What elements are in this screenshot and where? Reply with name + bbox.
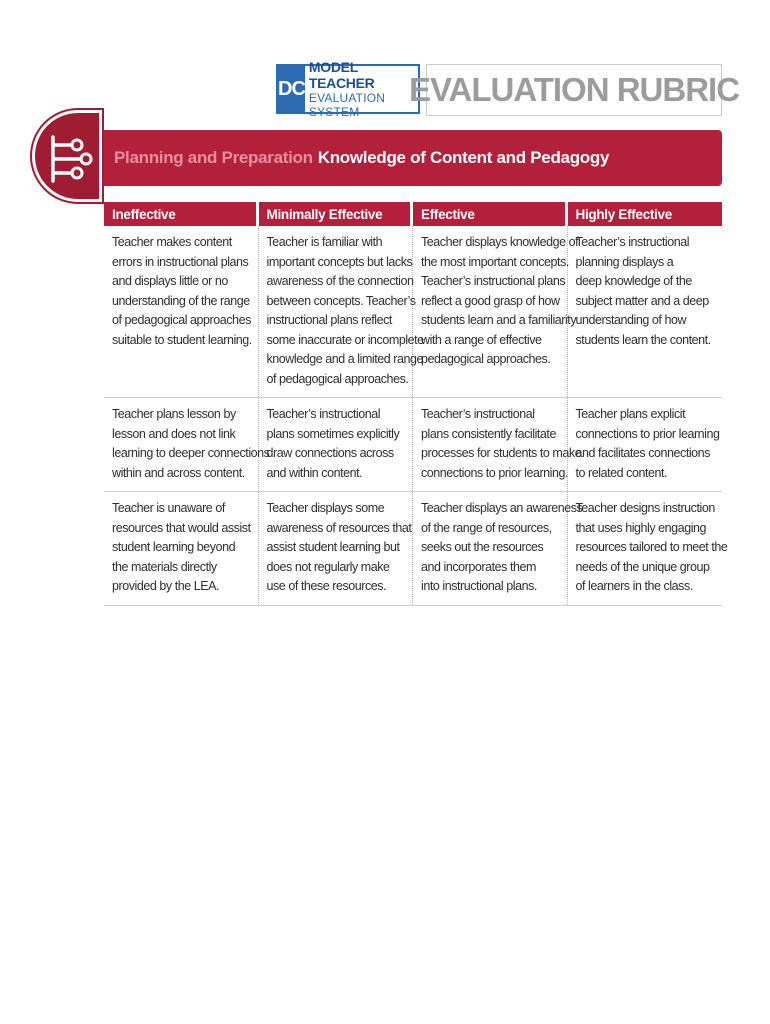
header-ineffective: Ineffective [104,202,259,226]
cell-text-line: connections to prior learning [575,426,720,441]
network-nodes-icon [43,131,93,187]
cell-text-line: with a range of effective [421,332,542,347]
document-title-box [408,64,740,116]
rubric-cell-highly-effective [568,492,728,605]
logo-text [305,59,418,119]
cell-text-line: Teacher’s instructional [421,407,535,421]
dc-logo [276,59,420,119]
header-minimally-effective: Minimally Effective [259,202,414,226]
cell-text-line: connections to prior learning. [421,465,569,480]
cell-text-line: and displays little or no [112,274,228,288]
banner-domain: Planning and Preparation [114,148,313,167]
rubric-row [104,492,728,606]
cell-text-line: assist student learning but [266,540,400,554]
cell-text-line: needs of the unique group [575,559,710,574]
header-highly-effective: Highly Effective [568,202,723,226]
cell-text-line: seeks out the resources [421,540,544,554]
cell-text-line: plans consistently facilitate [421,426,556,441]
cell-text-line: of learners in the class. [575,579,693,593]
cell-text-line: Teacher displays knowledge of [421,235,579,249]
rubric-cell-ineffective [104,398,270,491]
cell-text-line: and within content. [266,465,363,480]
cell-text-line: instructional plans reflect [266,313,392,327]
rubric-table [104,202,728,606]
cell-text-line: Teacher displays some [266,501,385,515]
logo-line1: MODEL TEACHER [308,59,375,91]
rubric-cell-minimally-effective [259,226,424,397]
cell-text-line: understanding of how [575,313,687,327]
cell-text-line: resources that would assist [112,520,251,535]
cell-text-line: deep knowledge of the [575,274,692,288]
rubric-row [104,398,722,492]
cell-text-line: student learning beyond [112,540,236,554]
cell-text-line: use of these resources. [266,579,387,593]
cell-text-line: Teacher’s instructional plans [421,274,566,288]
cell-text-line: into instructional plans. [421,579,537,593]
section-emblem [32,110,102,202]
rubric-cell-ineffective [104,226,259,397]
rubric-row [104,226,722,398]
rubric-header-row [104,202,722,226]
cell-text-line: subject matter and a deep [575,293,709,308]
rubric-cell-ineffective [104,492,259,605]
cell-text-line: Teacher plans explicit [575,407,686,421]
cell-text-line: that uses highly engaging [575,520,707,535]
cell-text-line: Teacher plans lesson by [112,407,236,421]
cell-text-line: Teacher displays an awareness [421,501,583,515]
cell-text-line: knowledge and a limited range [266,352,424,366]
cell-text-line: draw connections across [266,446,394,460]
rubric-cell-highly-effective [568,398,723,491]
rubric-cell-effective [413,492,583,605]
logo-abbr: DC [278,66,305,112]
cell-text-line: learning to deeper connections [112,446,270,460]
cell-text-line: awareness of resources that [266,520,412,535]
cell-text-line: and facilitates connections [575,446,710,460]
rubric-cell-highly-effective [568,226,723,397]
cell-text-line: between concepts. Teacher’s [266,293,416,308]
rubric-body [104,226,728,606]
cell-text-line: errors in instructional plans [112,254,249,269]
cell-text-line: Teacher makes content [112,235,232,249]
cell-text-line: lesson and does not link [112,426,236,441]
cell-text-line: to related content. [575,465,668,480]
cell-text-line: processes for students to make [421,446,582,460]
cell-text-line: Teacher’s instructional [266,407,381,421]
cell-text-line: students learn the content. [575,332,711,347]
cell-text-line: of the range of resources, [421,520,552,535]
cell-text-line: within and across content. [112,465,245,480]
logo-box [276,59,420,119]
cell-text-line: Teacher’s instructional [575,235,690,249]
standard-banner [104,130,722,186]
cell-text-line: does not regularly make [266,559,390,574]
rubric-cell-minimally-effective [259,398,414,491]
cell-text-line: reflect a good grasp of how [421,293,560,308]
cell-text-line: Teacher designs instruction [575,501,715,515]
header-effective: Effective [413,202,568,226]
cell-text-line: resources tailored to meet the [575,540,728,554]
rubric-cell-effective [413,226,579,397]
cell-text-line: important concepts but lacks [266,254,413,269]
cell-text-line: and incorporates them [421,559,536,574]
document-title: EVALUATION RUBRIC [408,71,740,108]
banner-standard: Knowledge of Content and Pedagogy [317,148,610,167]
cell-text-line: Teacher is familiar with [266,235,383,249]
cell-text-line: provided by the LEA. [112,579,220,593]
cell-text-line: the materials directly [112,559,217,574]
logo-line2: EVALUATION SYSTEM [308,91,386,119]
cell-text-line: pedagogical approaches. [421,352,551,366]
cell-text-line: of pedagogical approaches. [266,371,409,386]
cell-text-line: Teacher is unaware of [112,501,225,515]
cell-text-line: plans sometimes explicitly [266,426,400,441]
cell-text-line: some inaccurate or incomplete [266,332,424,347]
cell-text-line: planning displays a [575,254,674,269]
cell-text-line: understanding of the range [112,293,250,308]
rubric-cell-minimally-effective [259,492,414,605]
cell-text-line: suitable to student learning. [112,332,252,347]
cell-text-line: awareness of the connection [266,274,414,288]
rubric-cell-effective [413,398,582,491]
cell-text-line: of pedagogical approaches [112,313,251,327]
cell-text-line: the most important concepts. [421,254,569,269]
cell-text-line: students learn and a familiarity [421,313,577,327]
